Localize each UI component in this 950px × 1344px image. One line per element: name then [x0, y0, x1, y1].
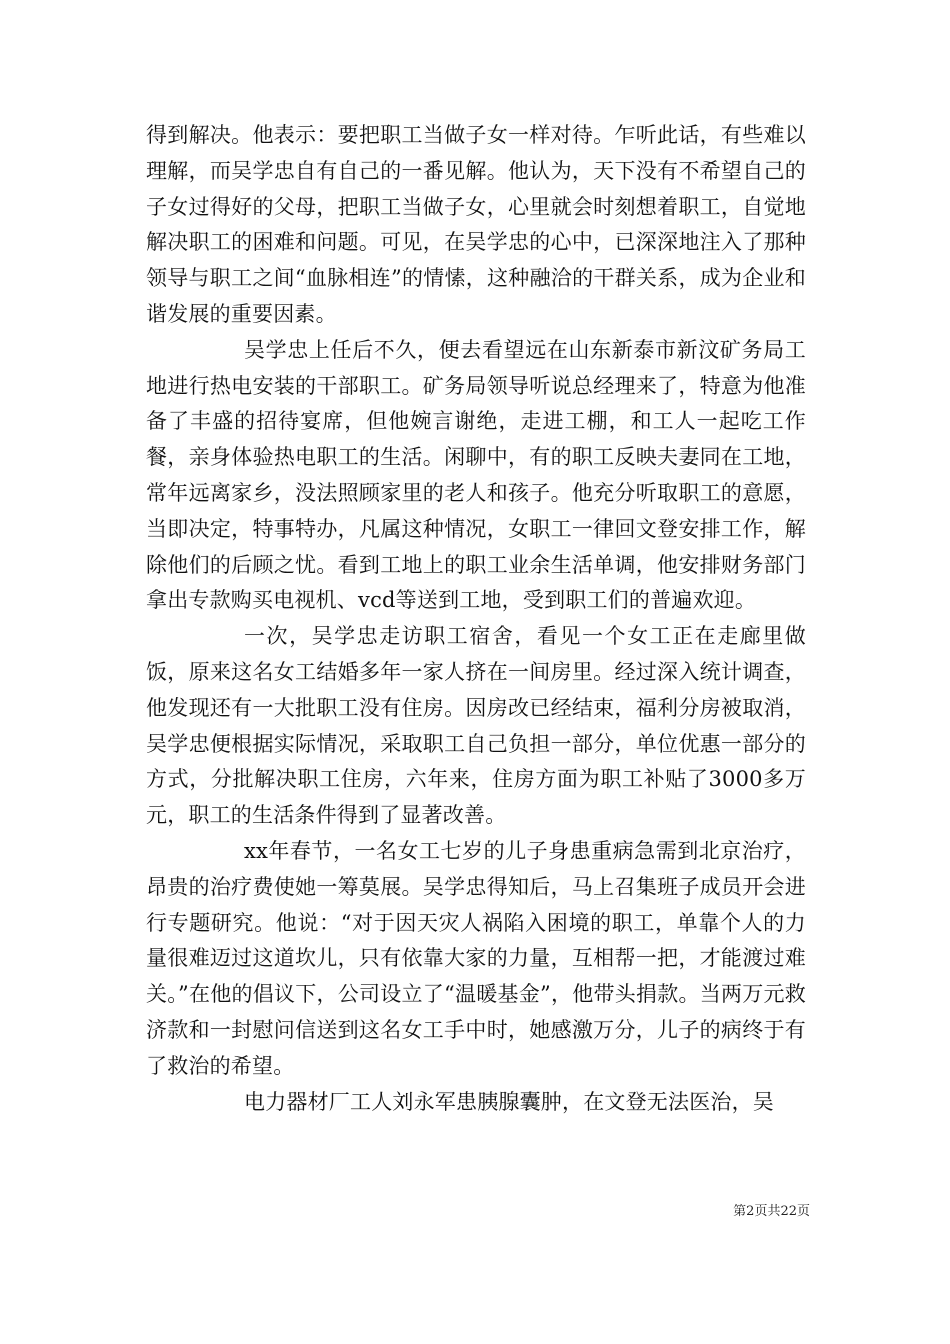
paragraph-1: 得到解决。他表示：要把职工当做子女一样对待。乍听此话，有些难以理解，而吴学忠自有自己的一番见解。他认为，天下没有不希望自己的子女过得好的父母，把职工当做子女，心里就会时刻想着职工，自觉地解决职工的困难和问题。可见，在吴学忠的心中，已深深地注入了那种领导与职工之间“血脉相连”的情愫，这种融洽的干群关系，成为企业和谐发展的重要因素。	[146, 123, 806, 326]
paragraph-3: 一次，吴学忠走访职工宿舍，看见一个女工正在走廊里做饭，原来这名女工结婚多年一家人挤在一间房里。经过深入统计调查，他发现还有一大批职工没有住房。因房改已经结束，福利分房被取消，吴学忠便根据实际情况，采取职工自己负担一部分，单位优惠一部分的方式，分批解决职工住房，六年来，住房方面为职工补贴了3000多万元，职工的生活条件得到了显著改善。	[146, 624, 806, 828]
paragraph-5: 电力器材厂工人刘永军患胰腺囊肿，在文登无法医治，吴	[244, 1089, 774, 1114]
paragraph-2: 吴学忠上任后不久，便去看望远在山东新泰市新汶矿务局工地进行热电安装的干部职工。矿务局领导听说总经理来了，特意为他准备了丰盛的招待宴席，但他婉言谢绝，走进工棚，和工人一起吃工作餐，亲身体验热电职工的生活。闲聊中，有的职工反映夫妻同在工地，常年远离家乡，没法照顾家里的老人和孩子。他充分听取职工的意愿，当即决定，特事特办，凡属这种情况，女职工一律回文登安排工作，解除他们的后顾之忧。看到工地上的职工业余生活单调，他安排财务部门拿出专款购买电视机、vcd等送到工地，受到职工们的普遍欢迎。	[146, 337, 806, 613]
body-text	[146, 118, 806, 1120]
page-number-footer: 第2页共22页	[733, 1204, 810, 1219]
paragraph-4: xx年春节，一名女工七岁的儿子身患重病急需到北京治疗，昂贵的治疗费使她一筹莫展。吴学忠得知后，马上召集班子成员开会进行专题研究。他说：“对于因天灾人祸陷入困境的职工，单靠个人的力量很难迈过这道坎儿，只有依靠大家的力量，互相帮一把，才能渡过难关。”在他的倡议下，公司设立了“温暖基金”，他带头捐款。当两万元救济款和一封慰问信送到这名女工手中时，她感激万分，儿子的病终于有了救治的希望。	[146, 838, 806, 1078]
